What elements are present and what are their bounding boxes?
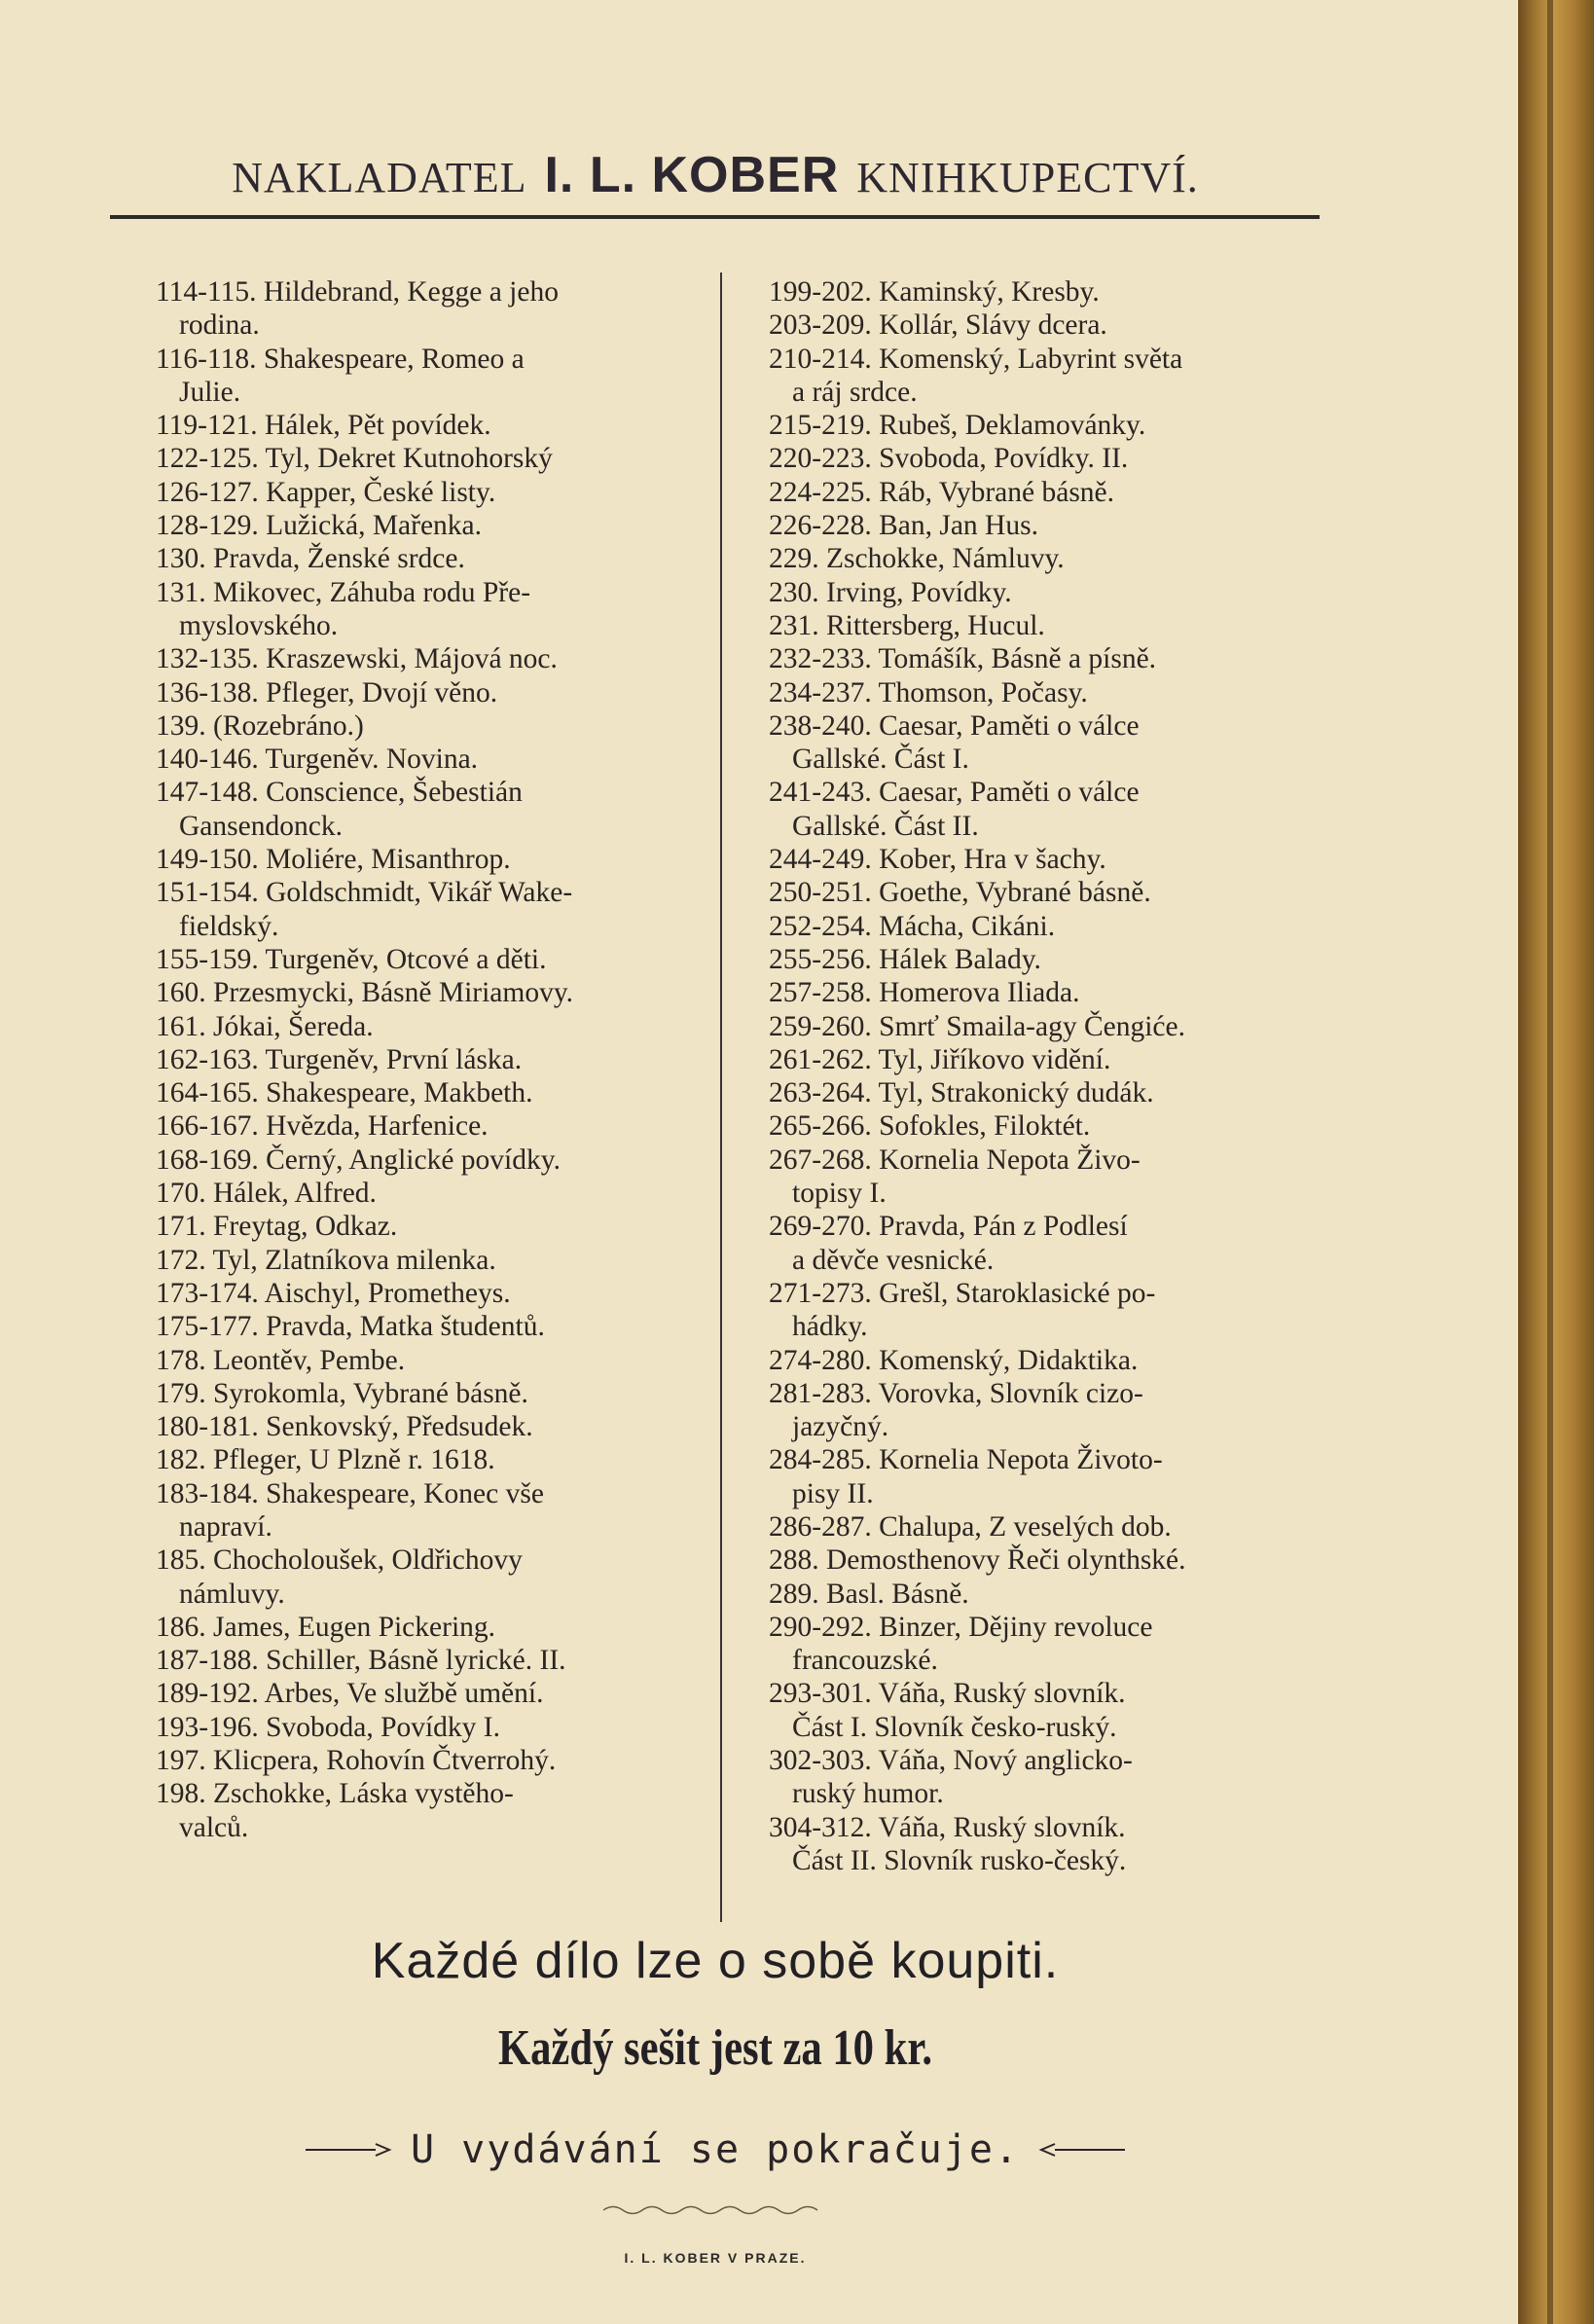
catalog-entry-title: 166-167. Hvězda, Harfenice. — [156, 1110, 489, 1143]
catalog-entry — [769, 343, 1314, 410]
catalog-entry-title: 281-283. Vorovka, Slovník cizo- — [769, 1377, 1143, 1409]
catalog-entry-title: 267-268. Kornelia Nepota Živo- — [769, 1144, 1141, 1176]
catalog-entry-continuation: myslovského. — [179, 609, 339, 641]
catalog-entry-title: 116-118. Shakespeare, Romeo a — [156, 343, 525, 375]
catalog-entry — [156, 1244, 701, 1277]
catalog-entry — [156, 843, 701, 876]
catalog-entry — [769, 1144, 1314, 1211]
catalog-entry-title: 250-251. Goethe, Vybrané básně. — [769, 877, 1151, 909]
catalog-entry — [769, 642, 1314, 675]
catalog-entry — [769, 776, 1314, 843]
catalog-entry — [156, 1677, 701, 1710]
catalog-entry — [769, 1811, 1314, 1878]
catalog-entry — [769, 1510, 1314, 1543]
catalog-entry — [769, 709, 1314, 777]
catalog-entry-title: 290-292. Binzer, Dějiny revoluce — [769, 1611, 1153, 1643]
catalog-entry — [769, 1043, 1314, 1076]
catalog-entry-title: 226-228. Ban, Jan Hus. — [769, 510, 1038, 542]
catalog-entry — [769, 1578, 1314, 1611]
catalog-entry-title: 234-237. Thomson, Počasy. — [769, 676, 1088, 708]
catalog-entry — [769, 1210, 1314, 1277]
book-spine — [1518, 0, 1594, 2324]
catalog-entry-title: 140-146. Turgeněv. Novina. — [156, 744, 479, 776]
catalog-entry — [769, 910, 1314, 943]
catalog-entry-title: 185. Chocholoušek, Oldřichovy — [156, 1544, 523, 1577]
catalog-entry-title: 210-214. Komenský, Labyrint světa — [769, 343, 1183, 375]
catalog-entry-title: 126-127. Kapper, České listy. — [156, 476, 496, 508]
catalog-entry-title: 168-169. Černý, Anglické povídky. — [156, 1144, 561, 1176]
catalog-entry — [156, 776, 701, 843]
catalog-entry — [156, 1711, 701, 1744]
catalog-entry-title: 304-312. Váňa, Ruský slovník. — [769, 1811, 1126, 1843]
catalog-entry — [156, 1310, 701, 1343]
catalog-entry — [156, 943, 701, 976]
catalog-entry — [769, 1344, 1314, 1377]
catalog-entry — [156, 1377, 701, 1410]
catalog-entry — [156, 743, 701, 776]
catalog-entry-title: 119-121. Hálek, Pět povídek. — [156, 410, 491, 442]
catalog-entry-title: 255-256. Hálek Balady. — [769, 943, 1041, 975]
catalog-entry-title: 178. Leontěv, Pembe. — [156, 1344, 406, 1376]
catalog-entry-title: 128-129. Lužická, Mařenka. — [156, 510, 483, 542]
catalog-entry — [156, 1744, 701, 1777]
catalog-entry-continuation: a děvče vesnické. — [792, 1244, 995, 1276]
catalog-entry — [769, 1744, 1314, 1811]
catalog-entry-title: 160. Przesmycki, Básně Miriamovy. — [156, 977, 574, 1009]
catalog-entry — [156, 709, 701, 743]
catalog-entry — [156, 1543, 701, 1611]
catalog-column-left — [156, 275, 701, 1844]
catalog-entry-title: 147-148. Conscience, Šebestián — [156, 777, 523, 809]
catalog-entry-title: 265-266. Sofokles, Filoktét. — [769, 1110, 1091, 1143]
catalog-entry — [156, 642, 701, 675]
catalog-entry-title: 224-225. Ráb, Vybrané básně. — [769, 476, 1115, 508]
catalog-entry — [156, 409, 701, 442]
catalog-entry — [156, 1477, 701, 1544]
catalog-entry-title: 164-165. Shakespeare, Makbeth. — [156, 1077, 533, 1109]
catalog-entry — [156, 275, 701, 343]
catalog-entry — [769, 1109, 1314, 1143]
catalog-entry — [769, 876, 1314, 909]
catalog-entry — [156, 1076, 701, 1109]
catalog-entry-title: 241-243. Caesar, Paměti o válce — [769, 777, 1140, 809]
catalog-entry-title: 130. Pravda, Ženské srdce. — [156, 543, 465, 575]
catalog-entry-title: 289. Basl. Básně. — [769, 1578, 969, 1610]
catalog-entry-continuation: ruský humor. — [792, 1778, 944, 1810]
imprint: I. L. KOBER V PRAZE. — [624, 2250, 807, 2266]
catalog-entry — [769, 409, 1314, 442]
catalog-column-right — [769, 275, 1314, 1877]
catalog-entry — [156, 509, 701, 542]
notice-price: Každý sešit jest za 10 kr. — [497, 2020, 933, 2076]
catalog-entry — [769, 943, 1314, 976]
catalog-entry-title: 244-249. Kober, Hra v šachy. — [769, 844, 1106, 876]
catalog-entry-title: 271-273. Grešl, Staroklasické po- — [769, 1277, 1156, 1309]
catalog-entry-title: 183-184. Shakespeare, Konec vše — [156, 1477, 544, 1509]
catalog-entry-title: 197. Klicpera, Rohovín Čtverrohý. — [156, 1745, 557, 1777]
catalog-entry-title: 170. Hálek, Alfred. — [156, 1178, 377, 1210]
catalog-entry-title: 162-163. Turgeněv, První láska. — [156, 1043, 523, 1075]
catalog-entry — [156, 476, 701, 509]
catalog-entry-title: 231. Rittersberg, Hucul. — [769, 609, 1045, 641]
catalog-entry — [769, 542, 1314, 575]
catalog-entry — [769, 509, 1314, 542]
catalog-entry-title: 175-177. Pravda, Matka študentů. — [156, 1311, 545, 1343]
catalog-entry — [156, 1443, 701, 1476]
catalog-entry-title: 122-125. Tyl, Dekret Kutnohorský — [156, 443, 553, 475]
catalog-entry — [769, 576, 1314, 609]
catalog-entry-continuation: Julie. — [179, 376, 241, 408]
catalog-entry-title: 229. Zschokke, Námluvy. — [769, 543, 1065, 575]
catalog-entry — [156, 1177, 701, 1210]
catalog-entry — [769, 1076, 1314, 1109]
catalog-entry — [769, 976, 1314, 1009]
page-header — [107, 146, 1323, 224]
catalog-entry — [769, 1277, 1314, 1344]
catalog-entry — [156, 676, 701, 709]
catalog-entry-title: 257-258. Homerova Iliada. — [769, 977, 1080, 1009]
catalog-entry-continuation: jazyčný. — [792, 1411, 889, 1443]
arrow-right-icon — [1037, 2140, 1125, 2160]
catalog-entry-title: 232-233. Tomášík, Básně a písně. — [769, 643, 1157, 675]
catalog-entry-title: 302-303. Váňa, Nový anglicko- — [769, 1745, 1133, 1777]
catalog-entry — [769, 676, 1314, 709]
catalog-entry — [769, 476, 1314, 509]
catalog-entry — [769, 1611, 1314, 1678]
catalog-entry-title: 193-196. Svoboda, Povídky I. — [156, 1711, 500, 1743]
catalog-entry-title: 179. Syrokomla, Vybrané básně. — [156, 1377, 528, 1409]
catalog-entry-title: 261-262. Tyl, Jiříkovo vidění. — [769, 1043, 1111, 1075]
catalog-entry — [156, 1611, 701, 1644]
catalog-entry-continuation: Gansendonck. — [179, 810, 343, 842]
notice-single-volume: Každé dílo lze o sobě koupiti. — [371, 1933, 1060, 1989]
catalog-entry — [769, 1443, 1314, 1510]
catalog-entry-title: 139. (Rozebráno.) — [156, 709, 364, 742]
catalog-entry — [156, 876, 701, 943]
catalog-entry — [156, 576, 701, 643]
catalog-entry-title: 132-135. Kraszewski, Májová noc. — [156, 643, 558, 675]
catalog-entry-title: 155-159. Turgeněv, Otcové a děti. — [156, 943, 547, 975]
catalog-entry-title: 198. Zschokke, Láska vystěho- — [156, 1778, 514, 1810]
header-publisher-label: NAKLADATEL — [232, 154, 527, 201]
catalog-entry-title: 187-188. Schiller, Básně lyrické. II. — [156, 1645, 566, 1677]
catalog-entry — [156, 1777, 701, 1844]
catalog-entry-title: 252-254. Mácha, Cikáni. — [769, 910, 1056, 942]
catalog-entry-title: 203-209. Kollár, Slávy dcera. — [769, 309, 1107, 342]
catalog-entry-title: 131. Mikovec, Záhuba rodu Pře- — [156, 576, 531, 608]
catalog-entry-title: 274-280. Komenský, Didaktika. — [769, 1344, 1139, 1376]
catalog-entry-title: 180-181. Senkovský, Předsudek. — [156, 1411, 533, 1443]
book-spine-edge — [1547, 0, 1553, 2324]
catalog-entry-title: 151-154. Goldschmidt, Vikář Wake- — [156, 877, 573, 909]
catalog-entry-title: 230. Irving, Povídky. — [769, 576, 1012, 608]
catalog-entry-title: 220-223. Svoboda, Povídky. II. — [769, 443, 1129, 475]
catalog-entry — [156, 1344, 701, 1377]
catalog-entry-continuation: fieldský. — [179, 910, 279, 942]
catalog-entry — [769, 442, 1314, 475]
catalog-entry-title: 189-192. Arbes, Ve službě umění. — [156, 1678, 544, 1710]
catalog-entry — [769, 1377, 1314, 1444]
catalog-entry-title: 288. Demosthenovy Řeči olynthské. — [769, 1544, 1186, 1577]
catalog-entry — [769, 1010, 1314, 1043]
catalog-entry-title: 114-115. Hildebrand, Kegge a jeho — [156, 276, 559, 308]
header-bookshop-label: KNIHKUPECTVÍ. — [856, 154, 1199, 201]
catalog-entry-continuation: rodina. — [179, 309, 260, 342]
notice-continuation — [107, 2126, 1323, 2173]
catalog-entry — [156, 442, 701, 475]
catalog-entry-title: 215-219. Rubeš, Deklamovánky. — [769, 410, 1146, 442]
catalog-entry — [769, 1677, 1314, 1744]
catalog-entry — [156, 976, 701, 1009]
header-publisher-name: I. L. KOBER — [544, 147, 840, 203]
catalog-entry-continuation: valců. — [179, 1811, 249, 1843]
catalog-entry-title: 263-264. Tyl, Strakonický dudák. — [769, 1077, 1154, 1109]
catalog-entry-continuation: francouzské. — [792, 1645, 938, 1677]
catalog-entry — [156, 343, 701, 410]
catalog-entry — [156, 1410, 701, 1443]
catalog-entry-continuation: a ráj srdce. — [792, 376, 918, 408]
catalog-entry — [769, 1543, 1314, 1577]
catalog-entry — [769, 309, 1314, 342]
catalog-entry-title: 284-285. Kornelia Nepota Životo- — [769, 1444, 1163, 1476]
arrow-left-icon — [306, 2140, 393, 2160]
ornament-divider-icon — [603, 2201, 827, 2219]
catalog-entry-continuation: Část I. Slovník česko-ruský. — [792, 1711, 1117, 1743]
catalog-entry-title: 172. Tyl, Zlatníkova milenka. — [156, 1244, 496, 1276]
catalog-entry-title: 149-150. Moliére, Misanthrop. — [156, 844, 511, 876]
header-rule — [110, 215, 1320, 219]
catalog-entry — [769, 843, 1314, 876]
catalog-entry-title: 173-174. Aischyl, Prometheys. — [156, 1277, 511, 1309]
continuation-text: U vydávání se pokračuje. — [411, 2127, 1020, 2172]
catalog-entry-title: 286-287. Chalupa, Z veselých dob. — [769, 1510, 1172, 1543]
catalog-entry-continuation: napraví. — [179, 1510, 272, 1543]
catalog-entry-title: 293-301. Váňa, Ruský slovník. — [769, 1678, 1126, 1710]
catalog-entry-continuation: hádky. — [792, 1311, 868, 1343]
catalog-entry-title: 199-202. Kaminský, Kresby. — [769, 276, 1100, 308]
catalog-entry — [156, 1109, 701, 1143]
catalog-entry-continuation: Gallské. Část I. — [792, 744, 969, 776]
catalog-entry-title: 186. James, Eugen Pickering. — [156, 1611, 496, 1643]
catalog-entry-title: 161. Jókai, Šereda. — [156, 1010, 374, 1042]
catalog-entry-title: 171. Freytag, Odkaz. — [156, 1211, 398, 1243]
catalog-entry-title: 182. Pfleger, U Plzně r. 1618. — [156, 1444, 495, 1476]
catalog-entry — [156, 1644, 701, 1677]
catalog-entry-continuation: pisy II. — [792, 1477, 874, 1509]
catalog-entry-title: 259-260. Smrť Smaila-agy Čengiće. — [769, 1010, 1185, 1042]
catalog-entry — [156, 1210, 701, 1243]
catalog-entry-continuation: Část II. Slovník rusko-český. — [792, 1844, 1127, 1876]
catalog-entry — [156, 1043, 701, 1076]
catalog-entry-continuation: námluvy. — [179, 1578, 285, 1610]
catalog-entry-continuation: Gallské. Část II. — [792, 810, 979, 842]
catalog-entry-title: 238-240. Caesar, Paměti o válce — [769, 709, 1140, 742]
catalog-entry-title: 269-270. Pravda, Pán z Podlesí — [769, 1211, 1128, 1243]
catalog-entry-continuation: topisy I. — [792, 1178, 887, 1210]
catalog-entry — [769, 609, 1314, 642]
catalog-entry — [156, 1144, 701, 1177]
column-divider — [720, 272, 722, 1922]
catalog-entry — [769, 275, 1314, 309]
catalog-entry-title: 136-138. Pfleger, Dvojí věno. — [156, 676, 498, 708]
catalog-entry — [156, 542, 701, 575]
catalog-entry — [156, 1277, 701, 1310]
catalog-entry — [156, 1010, 701, 1043]
